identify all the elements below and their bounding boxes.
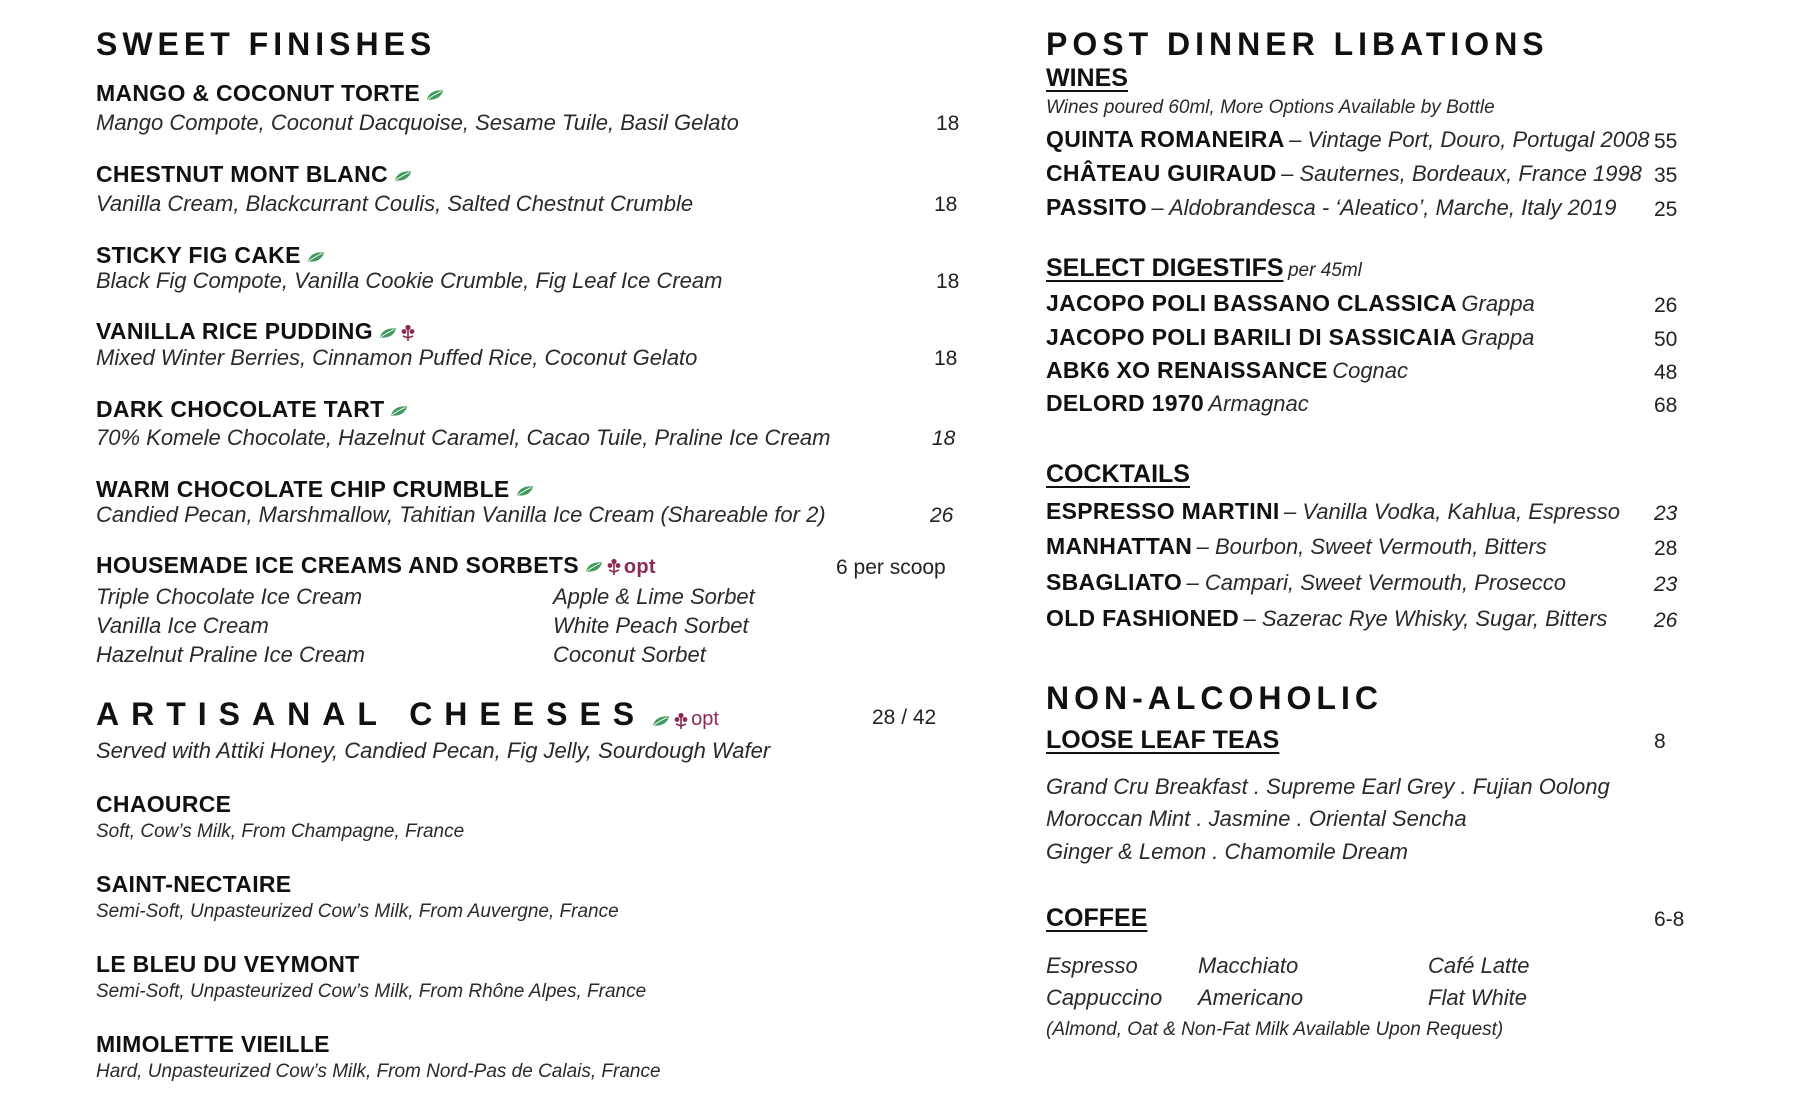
dessert-item-price: 18	[934, 347, 958, 370]
wines-note: Wines poured 60ml, More Options Available by Bottle	[1046, 97, 1495, 118]
sorbet-flavor: Apple & Lime Sorbet	[553, 584, 755, 609]
dessert-item-desc: Mixed Winter Berries, Cinnamon Puffed Rice, Coconut Gelato	[96, 345, 698, 370]
dessert-item-name: STICKY FIG CAKE	[96, 244, 325, 267]
libations-heading: POST DINNER LIBATIONS	[1046, 26, 1549, 62]
digestifs-note: per 45ml	[1287, 260, 1362, 281]
digestifs-title: SELECT DIGESTIFS	[1046, 254, 1284, 282]
cheese-name: MIMOLETTE VIEILLE	[96, 1031, 330, 1057]
wine-item	[1046, 128, 1649, 152]
cocktail-price: 23	[1654, 573, 1678, 596]
dessert-item-name: CHESTNUT MONT BLANC	[96, 163, 412, 186]
wine-price: 55	[1654, 130, 1678, 153]
coffee-option: Macchiato	[1198, 953, 1299, 978]
digestif-item	[1046, 326, 1534, 350]
cocktail-name: SBAGLIATO	[1046, 569, 1183, 595]
coffee-option: Cappuccino	[1046, 985, 1163, 1010]
dessert-item-name: VANILLA RICE PUDDING	[96, 320, 416, 343]
leaf-icon	[394, 170, 412, 182]
ice-cream-flavor: Vanilla Ice Cream	[96, 613, 269, 638]
digestif-price: 26	[1654, 294, 1678, 317]
digestif-item	[1046, 292, 1535, 316]
digestif-type: Cognac	[1332, 358, 1409, 383]
digestif-name: DELORD 1970	[1046, 390, 1204, 416]
tea-line: Moroccan Mint . Jasmine . Oriental Sencha	[1046, 806, 1467, 831]
cocktail-item	[1046, 571, 1566, 595]
digestifs-title-row	[1046, 256, 1362, 281]
cocktail-desc: – Bourbon, Sweet Vermouth, Bitters	[1196, 534, 1547, 559]
digestif-price: 50	[1654, 328, 1678, 351]
ice-cream-heading: HOUSEMADE ICE CREAMS AND SORBETS opt	[96, 552, 656, 578]
dessert-item-price: 18	[932, 427, 956, 450]
dessert-item-name: MANGO & COCONUT TORTE	[96, 82, 444, 105]
cheese-desc: Semi-Soft, Unpasteurized Cow’s Milk, From Rhône Alpes, France	[96, 981, 647, 1002]
cocktail-item	[1046, 535, 1547, 559]
dessert-item-name: WARM CHOCOLATE CHIP CRUMBLE	[96, 478, 534, 501]
wine-item	[1046, 196, 1617, 220]
cocktail-name: OLD FASHIONED	[1046, 605, 1240, 631]
digestif-type: Grappa	[1461, 325, 1535, 350]
digestif-name: ABK6 XO RENAISSANCE	[1046, 357, 1328, 383]
teas-title: LOOSE LEAF TEAS	[1046, 726, 1280, 754]
digestif-item	[1046, 359, 1408, 383]
leaf-icon	[390, 405, 408, 417]
option-label: opt	[623, 556, 656, 578]
coffee-option: Americano	[1198, 985, 1304, 1010]
dessert-item-price: 18	[936, 270, 960, 293]
cheeses-heading-row	[96, 698, 719, 731]
wine-name: CHÂTEAU GUIRAUD	[1046, 160, 1277, 186]
leaf-icon	[379, 327, 397, 339]
wine-name: PASSITO	[1046, 194, 1147, 220]
cheeses-heading: ARTISANAL CHEESES	[96, 696, 647, 732]
tea-line: Ginger & Lemon . Chamomile Dream	[1046, 839, 1408, 864]
digestif-type: Armagnac	[1208, 391, 1309, 416]
digestif-price: 48	[1654, 361, 1678, 384]
cheeses-served-with: Served with Attiki Honey, Candied Pecan, Fig Jelly, Sourdough Wafer	[96, 738, 771, 763]
coffee-option: Espresso	[1046, 953, 1138, 978]
dessert-item-desc: 70% Komele Chocolate, Hazelnut Caramel, Cacao Tuile, Praline Ice Cream	[96, 425, 831, 450]
cocktail-desc: – Vanilla Vodka, Kahlua, Espresso	[1284, 499, 1620, 524]
cocktail-item	[1046, 500, 1620, 524]
dessert-item-desc: Candied Pecan, Marshmallow, Tahitian Vanilla Ice Cream (Shareable for 2)	[96, 502, 826, 527]
sorbet-flavor: Coconut Sorbet	[553, 642, 706, 667]
leaf-icon	[652, 715, 670, 727]
cheese-name: CHAOURCE	[96, 791, 232, 817]
dessert-item-name: DARK CHOCOLATE TART	[96, 398, 408, 421]
coffee-price: 6-8	[1654, 908, 1685, 931]
cheese-name: SAINT-NECTAIRE	[96, 871, 292, 897]
cocktail-price: 23	[1654, 502, 1678, 525]
wine-price: 25	[1654, 198, 1678, 221]
digestif-name: JACOPO POLI BASSANO CLASSICA	[1046, 290, 1457, 316]
sweet-finishes-heading: SWEET FINISHES	[96, 26, 437, 62]
tea-line: Grand Cru Breakfast . Supreme Earl Grey . Fujian Oolong	[1046, 774, 1610, 799]
cheese-desc: Semi-Soft, Unpasteurized Cow’s Milk, From Auvergne, France	[96, 901, 619, 922]
coffee-milk-note: (Almond, Oat & Non-Fat Milk Available Upon Request)	[1046, 1019, 1504, 1040]
wine-name: QUINTA ROMANEIRA	[1046, 126, 1285, 152]
flower-icon	[400, 324, 416, 342]
wine-desc: – Sauternes, Bordeaux, France 1998	[1281, 161, 1642, 186]
cheese-desc: Hard, Unpasteurized Cow’s Milk, From Nord-Pas de Calais, France	[96, 1061, 661, 1082]
wine-desc: – Vintage Port, Douro, Portugal 2008	[1289, 127, 1650, 152]
ice-cream-flavor: Hazelnut Praline Ice Cream	[96, 642, 366, 667]
cocktails-title: COCKTAILS	[1046, 460, 1190, 488]
cocktail-price: 28	[1654, 537, 1678, 560]
coffee-option: Flat White	[1428, 985, 1528, 1010]
ice-cream-price: 6 per scoop	[836, 556, 946, 579]
flower-icon	[606, 558, 622, 576]
dessert-item-desc: Mango Compote, Coconut Dacquoise, Sesame Tuile, Basil Gelato	[96, 110, 739, 135]
option-label: opt	[691, 708, 719, 730]
teas-price: 8	[1654, 730, 1666, 753]
wine-price: 35	[1654, 164, 1678, 187]
leaf-icon	[307, 251, 325, 263]
wine-desc: – Aldobrandesca - ‘Aleatico’, Marche, Italy 2019	[1151, 195, 1617, 220]
wine-item	[1046, 162, 1642, 186]
cocktail-name: MANHATTAN	[1046, 533, 1193, 559]
ice-cream-flavor: Triple Chocolate Ice Cream	[96, 584, 363, 609]
digestif-item	[1046, 392, 1309, 416]
leaf-icon	[426, 89, 444, 101]
sorbet-flavor: White Peach Sorbet	[553, 613, 749, 638]
wines-title: WINES	[1046, 64, 1128, 92]
cocktail-item	[1046, 607, 1607, 631]
cheese-desc: Soft, Cow’s Milk, From Champagne, France	[96, 821, 465, 842]
leaf-icon	[585, 561, 603, 573]
dessert-item-desc: Vanilla Cream, Blackcurrant Coulis, Salted Chestnut Crumble	[96, 191, 694, 216]
digestif-type: Grappa	[1461, 291, 1535, 316]
digestif-name: JACOPO POLI BARILI DI SASSICAIA	[1046, 324, 1457, 350]
cocktail-name: ESPRESSO MARTINI	[1046, 498, 1280, 524]
cheese-name: LE BLEU DU VEYMONT	[96, 951, 360, 977]
coffee-title: COFFEE	[1046, 904, 1148, 932]
flower-icon	[673, 712, 689, 730]
coffee-option: Café Latte	[1428, 953, 1530, 978]
dessert-item-price: 18	[934, 193, 958, 216]
leaf-icon	[516, 485, 534, 497]
dessert-item-price: 26	[930, 504, 954, 527]
dessert-item-price: 18	[936, 112, 960, 135]
non-alcoholic-heading: NON-ALCOHOLIC	[1046, 680, 1383, 716]
cocktail-desc: – Sazerac Rye Whisky, Sugar, Bitters	[1243, 606, 1608, 631]
cocktail-desc: – Campari, Sweet Vermouth, Prosecco	[1186, 570, 1566, 595]
digestif-price: 68	[1654, 394, 1678, 417]
cocktail-price: 26	[1654, 609, 1678, 632]
cheeses-price: 28 / 42	[872, 706, 937, 729]
dessert-item-desc: Black Fig Compote, Vanilla Cookie Crumble, Fig Leaf Ice Cream	[96, 268, 723, 293]
